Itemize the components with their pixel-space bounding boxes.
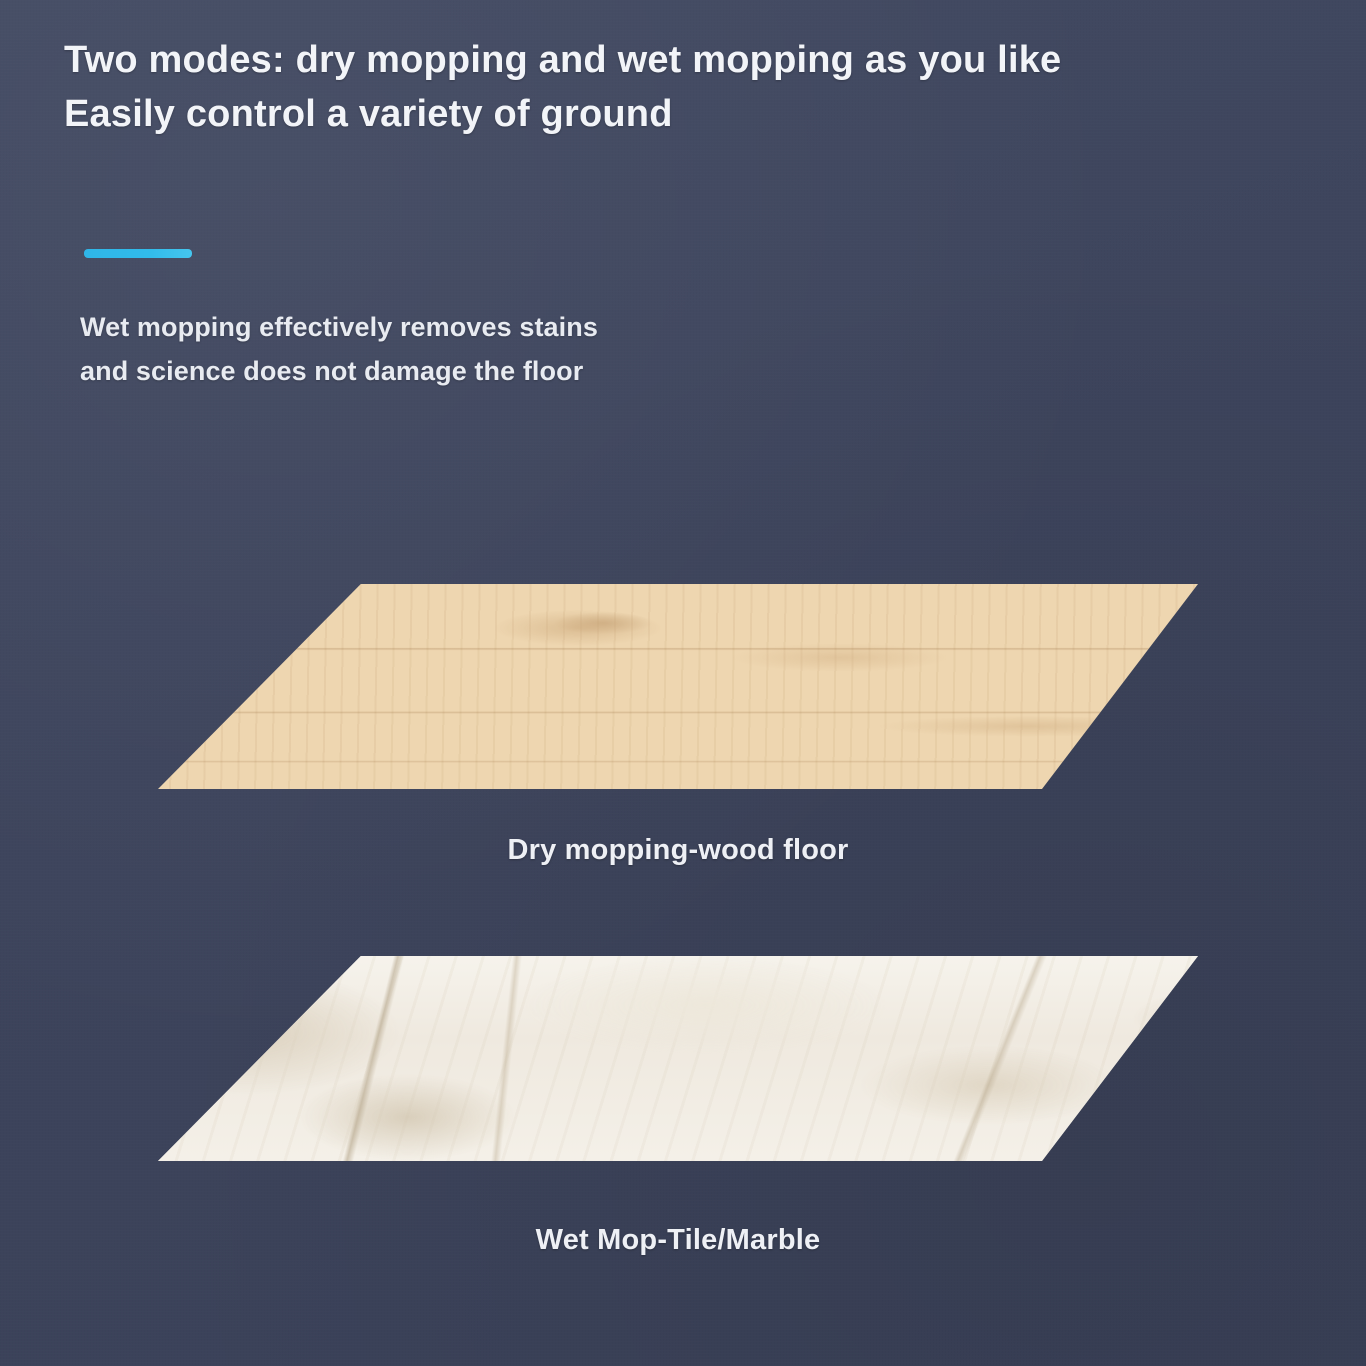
subheading-line-2: and science does not damage the floor [80, 355, 584, 386]
headline-line-1: Two modes: dry mopping and wet mopping as you like [64, 39, 1062, 81]
subheading-line-1: Wet mopping effectively removes stains [80, 312, 598, 342]
marble-floor-caption: Wet Mop-Tile/Marble [535, 1224, 821, 1256]
page-title [64, 34, 1304, 142]
marble-vein-lines [158, 956, 1198, 1161]
wood-floor-image [158, 584, 1198, 789]
headline-line-2: Easily control a variety of ground [64, 92, 673, 135]
wood-floor-caption: Dry mopping-wood floor [507, 834, 849, 866]
wood-plank-seams [158, 584, 1198, 789]
subheading [80, 306, 980, 393]
accent-divider [84, 249, 192, 258]
marble-floor-image [158, 956, 1198, 1161]
